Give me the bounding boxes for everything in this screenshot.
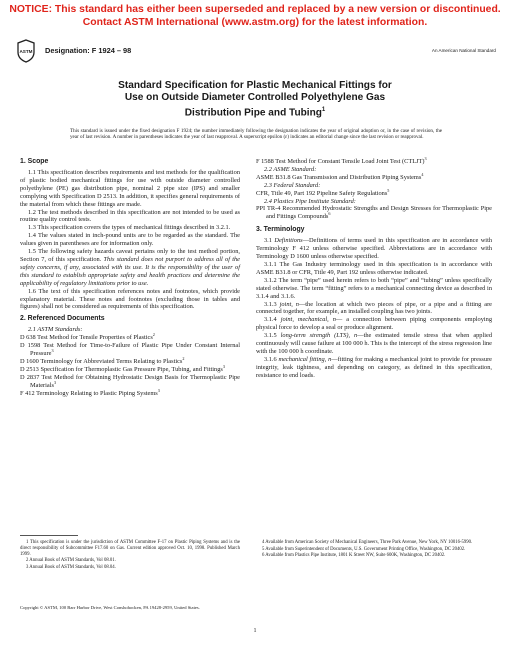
para-1-1: 1.1 This specification describes requirements and test methods for the qualification of plastic bodied mechanical fittings for use with outside diameter controlled polyethylene (PE) gas distribution pipe, nominal 2 pipe size (IPS) and smaller complying with Specification D 2513. In addition, it specifies general requirements of the material from which these fittings are made. [20, 169, 240, 208]
para-3-1-3-num: 3.1.3 [264, 300, 280, 308]
title-line-3 [60, 104, 450, 119]
ref-cfr-49 [256, 187, 492, 198]
page-number: 1 [253, 628, 257, 634]
footnote-5: 5 Available from Superintendent of Documents, U.S. Government Printing Office, Washington, DC 20402. [262, 546, 466, 552]
para-1-5-lead: 1.5 The following safety hazards caveat pertains only to the test method portion, Section 7, of this specification. [20, 248, 240, 263]
title-line-2: Use on Outside Diameter Controlled Polyethylene Gas [124, 92, 386, 103]
para-3-1-5-text: —the estimated tensile stress that when applied continuously will cause failure at 100 000 h. This is the intercept of the stress regression line with the 100 000 h coordinate. [256, 332, 492, 355]
ref-cfr-sup: 5 [387, 187, 390, 193]
ref-d1600 [20, 355, 240, 366]
ref-d2513-sup: 3 [222, 363, 225, 369]
footnote-1: 1 This specification is under the jurisdiction of ASTM Committee F-17 on Plastic Piping Systems and is the direct responsibility of Subcommittee F17.60 on Gas. Current edition approved Oct. 10, 1998. Published March 1999. [20, 540, 240, 557]
document-header [16, 45, 496, 65]
notice-line-2: Contact ASTM International (www.astm.org) for the latest information. [82, 16, 428, 28]
para-3-1-4-num: 3.1.4 [264, 316, 281, 324]
ref-d1600-sup: 2 [182, 355, 185, 361]
ref-f1588 [256, 155, 492, 166]
ref-d2837-text: D 2837 Test Method for Obtaining Hydrostatic Design Basis for Thermoplastic Pipe Materials [20, 373, 240, 389]
footnotes-right [256, 540, 492, 560]
ref-d638-text: D 638 Test Method for Tensile Properties of Plastics [20, 334, 153, 342]
ref-f412-text: F 412 Terminology Relating to Plastic Piping Systems [20, 389, 158, 397]
ref-asme-text: ASME B31.8 Gas Transmission and Distribution Piping Systems [256, 173, 422, 181]
ref-d2513 [20, 363, 240, 374]
para-3-1-6 [256, 356, 492, 380]
title-line-1: Standard Specification for Plastic Mechanical Fittings for [118, 80, 392, 91]
ref-ppi-sup: 6 [328, 211, 331, 217]
ref-d638 [20, 334, 240, 342]
footnote-divider [20, 535, 78, 536]
para-3-1-6-text: —fitting for making a mechanical joint to provide for pressure integrity, leak tightness, and depending on category, as defined in this specification, resistance to end loads. [256, 355, 492, 379]
para-3-1-5-term: long-term strength (LTS), n [280, 332, 358, 340]
footnote-3: 3 Annual Book of ASTM Standards, Vol 08.04. [26, 564, 116, 570]
referenced-docs-heading: 2. Referenced Documents [20, 315, 105, 323]
ref-cfr-text: CFR, Title 49, Part 192 Pipeline Safety Regulations [256, 189, 388, 197]
ref-d1598 [20, 342, 240, 358]
para-3-1-2: 3.1.2 The term “pipe” used herein refers to both “pipe” and “tubing” unless specifically stated otherwise. The term “fitting” refers to a mechanical connecting device as described in 3.1.4 and 3.1.6. [256, 276, 492, 300]
ppi-standard-label: 2.4 Plastics Pipe Institute Standard: [264, 197, 356, 205]
para-3-1-3-term: joint, n [279, 300, 299, 308]
para-3-1-num: 3.1 [264, 237, 275, 245]
ref-f1588-text: F 1588 Test Method for Constant Tensile Load Joint Test (CTLJT) [256, 158, 425, 165]
designation: Designation: F 1924 – 98 [45, 46, 132, 55]
astm-standards-label: 2.1 ASTM Standards: [28, 326, 83, 334]
ref-f412 [20, 387, 240, 398]
logo-text: ASTM [19, 49, 33, 54]
ref-asme-sup: 4 [421, 171, 424, 177]
ref-f412-sup: 3 [157, 387, 160, 393]
terminology-heading: 3. Terminology [256, 226, 305, 234]
ref-d2513-text: D 2513 Specification for Thermoplastic Gas Pressure Pipe, Tubing, and Fittings [20, 365, 223, 373]
para-3-1-5 [256, 332, 492, 356]
para-1-2: 1.2 The test methods described in this specification are not intended to be used as routine quality control tests. [20, 208, 240, 224]
footnote-2: 2 Annual Book of ASTM Standards, Vol 08.01. [26, 558, 116, 564]
ref-d1598-sup: 3 [51, 347, 54, 353]
federal-standard-label: 2.3 Federal Standard: [264, 181, 321, 189]
ref-d1598-text: D 1598 Test Method for Time-to-Failure of Plastic Pipe Under Constant Internal Pressure [20, 342, 240, 358]
ref-ppi-tr4 [256, 205, 492, 221]
ref-d638-sup: 2 [152, 332, 155, 338]
ref-f1588-sup: 3 [424, 155, 427, 161]
ans-label: An American National Standard [431, 48, 496, 53]
document-title [60, 80, 450, 119]
astm-logo-icon [16, 39, 36, 63]
scope-heading: 1. Scope [20, 158, 49, 165]
para-3-1-6-num: 3.1.6 [264, 355, 279, 363]
supersession-notice [0, 4, 510, 29]
para-3-1 [256, 237, 492, 261]
para-3-1-term: Definitions [274, 237, 303, 245]
title-footnote-ref: 1 [321, 107, 326, 113]
para-1-6: 1.6 The text of this specification references notes and footnotes, which provide explanatory material. These notes and footnotes (excluding those in tables and figures) shall not be considered as requirements of this specification. [20, 287, 240, 311]
para-3-1-3 [256, 301, 492, 317]
para-3-1-3-text: —the location at which two pieces of pipe, or a pipe and a fitting are connected together, for example, an installed coupling has two joints. [256, 300, 492, 316]
right-column [256, 155, 492, 380]
ref-ppi-text: PPI TR-4 Recommended Hydrostatic Strengths and Design Stresses for Thermoplastic Pipe and Fittings Compounds [256, 205, 492, 221]
footnotes-left [20, 540, 240, 571]
safety-caveat: This standard does not purport to address all of the safety concerns, if any, associated with its use. It is the responsibility of the user of this standard to establish appropriate safety and health practices and determine the applicability of regulatory limitations prior to use. [20, 255, 241, 287]
asme-standard-label: 2.2 ASME Standard: [264, 165, 317, 173]
title-line-3-text: Distribution Pipe and Tubing [184, 107, 322, 119]
para-3-1-text: —Definitions of terms used in this specification are in accordance with Terminology F 412 unless otherwise specified. Abbreviations are in accordance with Terminology D 1600 unless otherwise specified. [256, 237, 492, 261]
ref-asme-b31-8 [256, 171, 492, 182]
para-1-5 [20, 248, 240, 288]
para-3-1-1: 3.1.1 The Gas Industry terminology used in this specification is in accordance with ASME B31.8 or CFR, Title 49, Part 192 unless otherwise indicated. [256, 260, 492, 276]
para-1-3: 1.3 This specification covers the types of mechanical fittings described in 3.2.1. [28, 224, 231, 232]
para-3-1-4-term: joint, mechanical, n [280, 316, 336, 324]
notice-line-1: NOTICE: This standard has either been superseded and replaced by a new version or discontinued. [9, 4, 501, 15]
ref-d1600-text: D 1600 Terminology for Abbreviated Terms Relating to Plastics [20, 357, 183, 365]
left-column [20, 158, 240, 397]
para-3-1-5-num: 3.1.5 [264, 332, 281, 340]
footnote-4: 4 Available from American Society of Mechanical Engineers, Three Park Avenue, New York, NY 10016-5990. [262, 540, 473, 545]
para-3-1-6-term: mechanical fitting, n [278, 355, 332, 363]
para-1-4: 1.4 The values stated in inch-pound units are to be regarded as the standard. The values given in parentheses are for information only. [20, 232, 240, 248]
para-3-1-4-text: — a connection between piping components employing physical force to develop a seal or produce alignment. [256, 316, 492, 332]
issuance-note: This standard is issued under the fixed designation F 1924; the number immediately following the designation indicates the year of original adoption or, in the case of revision, the year of last revision. A number in parentheses indicates the year of last reapproval. A superscript epsilon (ε) indicates an editorial change since the last revision or reapproval. [70, 128, 442, 141]
footnote-6: 6 Available from Plastics Pipe Institute, 1801 K Street NW, Suite 600K, Washington, DC 20402. [262, 553, 446, 558]
copyright-line: Copyright © ASTM, 100 Barr Harbor Drive, West Conshohocken, PA 19428-2959, United States. [20, 605, 200, 610]
para-3-1-4 [256, 316, 492, 332]
ref-d2837-sup: 3 [53, 379, 57, 385]
